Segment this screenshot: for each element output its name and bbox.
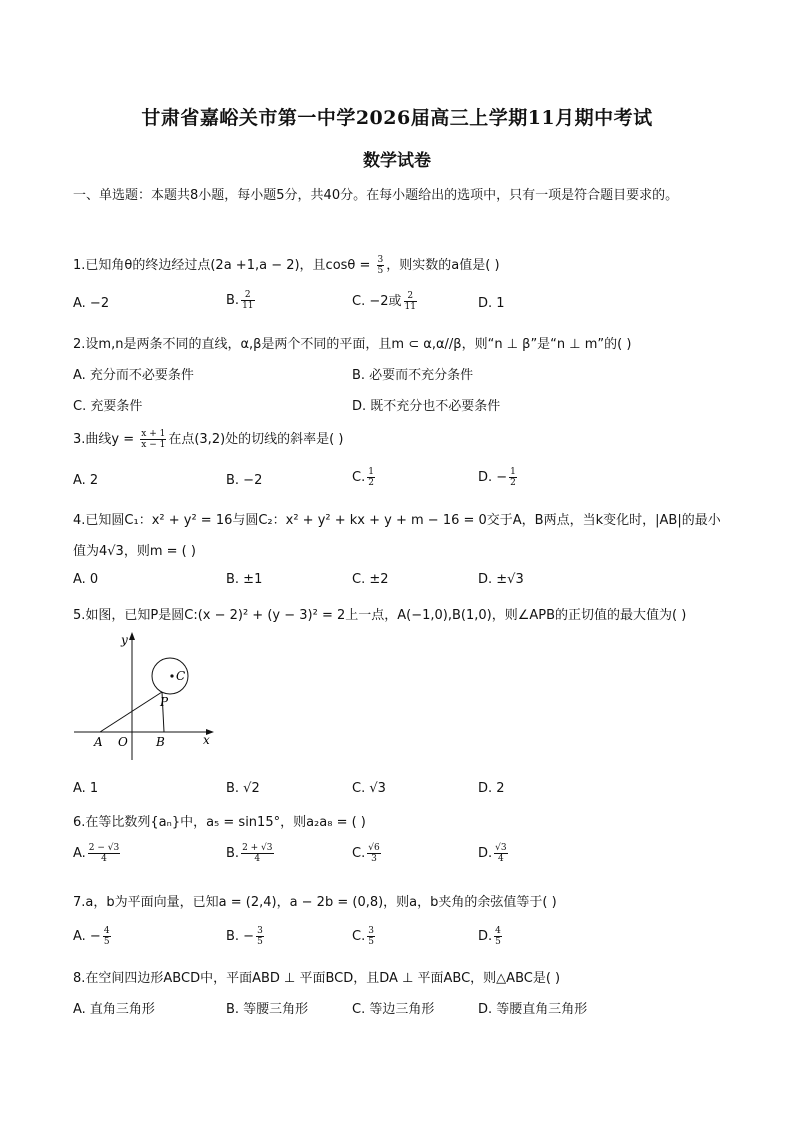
- q2-option-b: B. 必要而不充分条件: [352, 368, 474, 383]
- question-4-line1: 4.已知圆C₁：x² + y² = 16与圆C₂：x² + y² + kx + y + m − 16 = 0交于A，B两点，当k变化时，|AB|的最小: [73, 513, 721, 528]
- question-2: 2.设m,n是两条不同的直线，α,β是两个不同的平面，且m ⊂ α,α//β，则“n ⊥ β”是“n ⊥ m”的( ): [73, 337, 632, 352]
- q7-option-a: A. − $\frac{4}{5}$: [73, 926, 110, 947]
- q7-option-b: B. − $\frac{3}{5}$: [226, 926, 263, 947]
- exam-title: 甘肃省嘉峪关市第一中学2026届高三上学期11月期中考试: [141, 107, 653, 129]
- q5-option-c: C. √3: [352, 781, 386, 796]
- label-p: P: [160, 695, 169, 709]
- q4-option-d: D. ±√3: [478, 572, 524, 587]
- label-b: B: [156, 735, 165, 749]
- point-c: [170, 674, 173, 677]
- exam-subtitle: 数学试卷: [363, 151, 431, 171]
- q3-option-c: C. $\frac{1}{2}$: [352, 467, 374, 488]
- q3-option-a: A. 2: [73, 473, 99, 488]
- y-axis-arrow: [129, 632, 135, 640]
- q8-option-c: C. 等边三角形: [352, 1002, 435, 1017]
- section-heading: 一、单选题：本题共8小题，每小题5分，共40分。在每小题给出的选项中，只有一项是符合题目要求的。: [73, 188, 679, 203]
- question-1: [73, 254, 500, 276]
- label-x: x: [203, 733, 210, 747]
- q5-option-a: A. 1: [73, 781, 99, 796]
- label-a: A: [94, 735, 103, 749]
- label-c: C: [176, 669, 186, 683]
- q2-option-c: C. 充要条件: [73, 399, 143, 414]
- q2-option-d: D. 既不充分也不必要条件: [352, 399, 501, 414]
- question-5: 5.如图，已知P是圆C:(x − 2)² + (y − 3)² = 2上一点，A(−1,0),B(1,0)，则∠APB的正切值的最大值为( ): [73, 608, 687, 623]
- label-o: O: [118, 735, 128, 749]
- q1-option-b: B. $\frac{2}{11}$: [226, 290, 254, 311]
- q1-text-post: ，则实数的a值是( ): [386, 258, 500, 273]
- q1-fraction: $\frac{3}{5}$: [377, 255, 384, 276]
- q7-option-d: D. $\frac{4}{5}$: [478, 926, 501, 947]
- segment-ap: [100, 692, 162, 732]
- q6-option-c: C. $\frac{√6}{3}$: [352, 843, 380, 864]
- question-8: 8.在空间四边形ABCD中，平面ABD ⊥ 平面BCD，且DA ⊥ 平面ABC，则△ABC是( ): [73, 971, 561, 986]
- q7-option-c: C. $\frac{3}{5}$: [352, 926, 374, 947]
- question-7: 7.a，b为平面向量，已知a = (2,4)，a − 2b = (0,8)，则a，b夹角的余弦值等于( ): [73, 895, 557, 910]
- question-3: 3.曲线y = $\frac{x + 1}{x - 1}$ 在点(3,2)处的切线的斜率是( ): [73, 429, 344, 450]
- q1-option-d: D. 1: [478, 296, 505, 311]
- q4-option-a: A. 0: [73, 572, 99, 587]
- q5-option-d: D. 2: [478, 781, 505, 796]
- q3-option-b: B. −2: [226, 473, 263, 488]
- question-6: 6.在等比数列{aₙ}中，a₅ = sin15°，则a₂a₈ = ( ): [73, 815, 366, 830]
- label-y: y: [121, 633, 128, 647]
- q1-option-a: A. −2: [73, 296, 110, 311]
- q6-option-a: A. $\frac{2 - √3}{4}$: [73, 843, 120, 864]
- question-4-line2: 值为4√3，则m = ( ): [73, 544, 196, 559]
- q4-option-b: B. ±1: [226, 572, 263, 587]
- q2-option-a: A. 充分而不必要条件: [73, 368, 194, 383]
- q4-option-c: C. ±2: [352, 572, 389, 587]
- q3-fraction: $\frac{x + 1}{x - 1}$: [141, 429, 166, 450]
- q8-option-d: D. 等腰直角三角形: [478, 1002, 588, 1017]
- q8-option-b: B. 等腰三角形: [226, 1002, 309, 1017]
- q5-figure: [70, 630, 220, 770]
- q1-text-pre: 1.已知角θ的终边经过点(2a +1,a − 2)，且cosθ =: [73, 258, 375, 273]
- q6-option-b: B. $\frac{2 + √3}{4}$: [226, 843, 273, 864]
- q6-option-d: D. $\frac{√3}{4}$: [478, 843, 507, 864]
- q5-option-b: B. √2: [226, 781, 260, 796]
- q8-option-a: A. 直角三角形: [73, 1002, 155, 1017]
- q3-option-d: D. − $\frac{1}{2}$: [478, 467, 516, 488]
- q1-option-c: C. −2或 $\frac{2}{11}$: [352, 291, 416, 312]
